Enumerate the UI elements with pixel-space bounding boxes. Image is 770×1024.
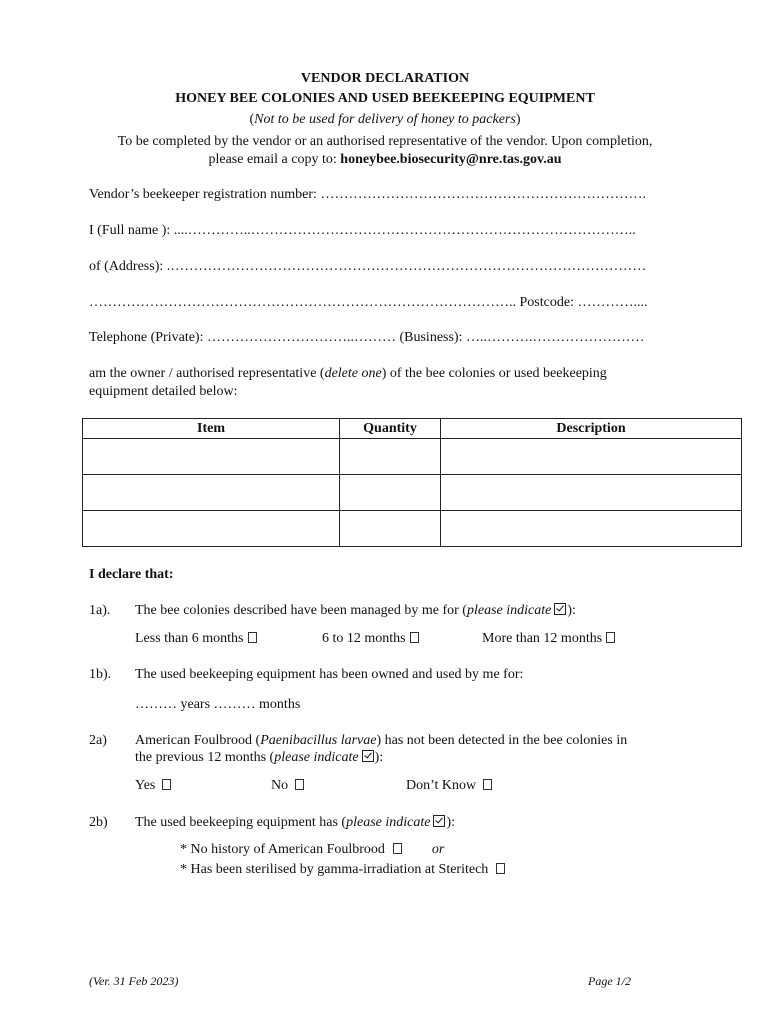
option-label: Don’t Know bbox=[406, 778, 477, 793]
owner-italic: delete one bbox=[324, 366, 382, 381]
q2a-species: Paenibacillus larvae bbox=[260, 733, 377, 748]
email-address[interactable]: honeybee.biosecurity@nre.tas.gov.au bbox=[340, 152, 562, 167]
description-cell[interactable] bbox=[441, 475, 742, 511]
option-yes[interactable] bbox=[135, 778, 171, 794]
owner-statement-line2: equipment detailed below: bbox=[89, 384, 238, 399]
checked-box-icon bbox=[554, 603, 566, 615]
table-row bbox=[83, 475, 742, 511]
address-postcode-field[interactable]: ……………………………………………………………………………….. Postcode: ………….... bbox=[89, 295, 648, 310]
item-cell[interactable] bbox=[83, 475, 340, 511]
item-cell[interactable] bbox=[83, 511, 340, 547]
items-table bbox=[82, 418, 742, 547]
option-no[interactable] bbox=[271, 778, 304, 794]
option-label: * Has been sterilised by gamma-irradiation at Steritech bbox=[180, 862, 489, 877]
subtitle-italic: Not to be used for delivery of honey to packers bbox=[254, 112, 516, 127]
owner-statement-line1 bbox=[89, 366, 607, 382]
q2a-text2: ) has not been detected in the bee colonies in bbox=[376, 733, 628, 748]
checkbox-icon[interactable] bbox=[606, 632, 615, 643]
footer-version: (Ver. 31 Feb 2023) bbox=[89, 974, 179, 988]
telephone-field[interactable]: Telephone (Private): …………………………..……… (Business): …..……….…………………… bbox=[89, 330, 645, 345]
item-cell[interactable] bbox=[83, 439, 340, 475]
instructions-line1: To be completed by the vendor or an authorised representative of the vendor. Upon completion, bbox=[117, 134, 653, 149]
checkbox-icon[interactable] bbox=[162, 779, 171, 790]
title-honey-bee-colonies: HONEY BEE COLONIES AND USED BEEKEEPING EQUIPMENT bbox=[175, 91, 595, 106]
option-label: * No history of American Foulbrood bbox=[180, 842, 385, 857]
checkbox-icon[interactable] bbox=[393, 843, 402, 854]
q1a-number: 1a). bbox=[89, 603, 111, 618]
header-description: Description bbox=[441, 419, 742, 439]
please-indicate: please indicate bbox=[346, 815, 431, 830]
table-row bbox=[83, 511, 742, 547]
option-label: Less than 6 months bbox=[135, 631, 244, 646]
option-gamma-irradiated[interactable] bbox=[180, 862, 505, 878]
option-6-to-12-months[interactable] bbox=[322, 631, 419, 647]
quantity-cell[interactable] bbox=[340, 511, 441, 547]
please-indicate: please indicate bbox=[274, 750, 359, 765]
subtitle-note bbox=[0, 112, 770, 128]
checkbox-icon[interactable] bbox=[483, 779, 492, 790]
q2b-text-end: ): bbox=[446, 815, 456, 830]
q1a-text bbox=[135, 603, 576, 619]
option-label: 6 to 12 months bbox=[322, 631, 406, 646]
header-quantity: Quantity bbox=[340, 419, 441, 439]
header-item: Item bbox=[83, 419, 340, 439]
option-label: Yes bbox=[135, 778, 156, 793]
owner-part1: am the owner / authorised representative ( bbox=[89, 366, 325, 381]
checkbox-icon[interactable] bbox=[496, 863, 505, 874]
option-label: More than 12 months bbox=[482, 631, 603, 646]
option-label: No bbox=[271, 778, 289, 793]
q1b-number: 1b). bbox=[89, 667, 112, 682]
quantity-cell[interactable] bbox=[340, 475, 441, 511]
declaration-heading: I declare that: bbox=[89, 567, 174, 582]
checkbox-icon[interactable] bbox=[248, 632, 257, 643]
full-name-field[interactable]: I (Full name ): ....…………..……………………………………………………………………….. bbox=[89, 223, 636, 238]
or-label: or bbox=[431, 842, 445, 857]
address-field[interactable]: of (Address): .………………………………………………………………………………………… bbox=[89, 259, 647, 274]
checkbox-icon[interactable] bbox=[295, 779, 304, 790]
subtitle-close: ) bbox=[515, 112, 521, 127]
checkbox-icon[interactable] bbox=[410, 632, 419, 643]
instructions-line2 bbox=[0, 152, 770, 168]
option-dont-know[interactable] bbox=[406, 778, 492, 794]
table-row bbox=[83, 439, 742, 475]
q2b-number: 2b) bbox=[89, 815, 108, 830]
please-indicate: please indicate bbox=[466, 603, 552, 618]
quantity-cell[interactable] bbox=[340, 439, 441, 475]
option-no-history-afb[interactable] bbox=[180, 842, 444, 858]
q1b-duration-field[interactable]: ……… years ……… months bbox=[135, 697, 301, 712]
q2a-number: 2a) bbox=[89, 733, 107, 748]
q2a-line2-prefix: the previous 12 months ( bbox=[135, 750, 275, 765]
checked-box-icon bbox=[433, 815, 445, 827]
instructions-prefix: please email a copy to: bbox=[208, 152, 341, 167]
checked-box-icon bbox=[362, 750, 374, 762]
q1b-text: The used beekeeping equipment has been owned and used by me for: bbox=[135, 667, 524, 682]
q2b-text bbox=[135, 815, 455, 831]
option-less-than-6-months[interactable] bbox=[135, 631, 257, 647]
footer-page-number: Page 1/2 bbox=[588, 974, 631, 988]
q2a-text1: American Foulbrood ( bbox=[135, 733, 261, 748]
description-cell[interactable] bbox=[441, 511, 742, 547]
option-more-than-12-months[interactable] bbox=[482, 631, 615, 647]
q2a-line2-end: ): bbox=[374, 750, 384, 765]
q1a-text-main: The bee colonies described have been managed by me for ( bbox=[135, 603, 467, 618]
owner-part2: ) of the bee colonies or used beekeeping bbox=[381, 366, 607, 381]
title-vendor-declaration: VENDOR DECLARATION bbox=[300, 71, 470, 86]
q2b-text-main: The used beekeeping equipment has ( bbox=[135, 815, 347, 830]
q2a-text-line1 bbox=[135, 733, 627, 749]
q2a-text-line2 bbox=[135, 750, 383, 766]
subtitle-open: ( bbox=[249, 112, 255, 127]
table-header-row bbox=[83, 419, 742, 439]
registration-number-field[interactable]: Vendor’s beekeeper registration number: ……………………………………………………………. bbox=[89, 187, 646, 202]
description-cell[interactable] bbox=[441, 439, 742, 475]
q1a-text-end: ): bbox=[567, 603, 576, 618]
